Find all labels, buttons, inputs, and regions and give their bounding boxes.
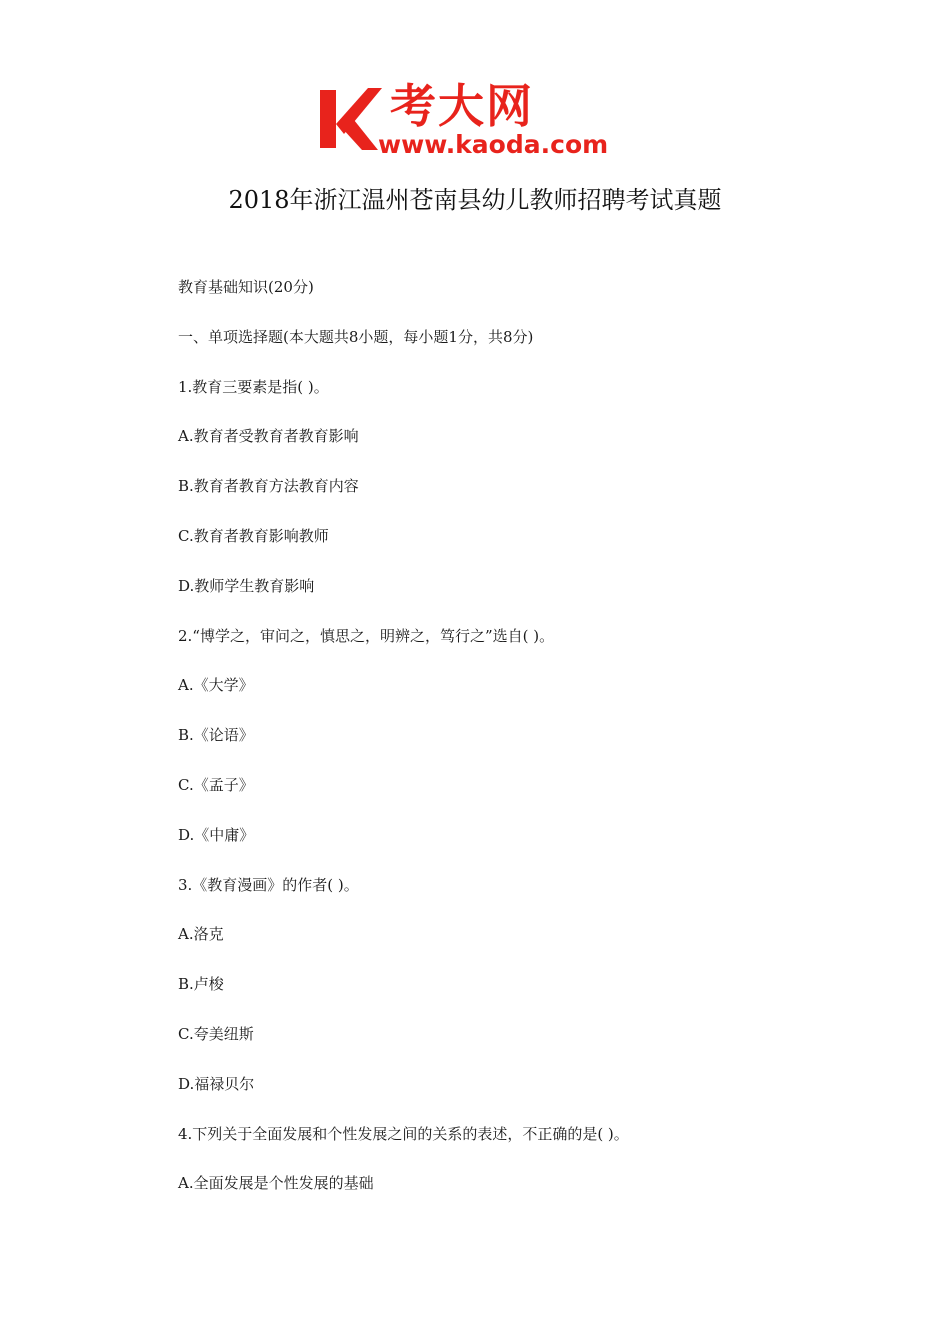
question-3-option-d: D.福禄贝尔 bbox=[178, 1074, 255, 1093]
question-4: 4.下列关于全面发展和个性发展之间的关系的表述，不正确的是( )。 bbox=[178, 1124, 629, 1143]
exam-content bbox=[178, 276, 878, 1222]
kaoda-logo bbox=[318, 80, 638, 160]
question-2: 2.“博学之，审问之，慎思之，明辨之，笃行之”选自( )。 bbox=[178, 626, 555, 645]
part-heading: 一、单项选择题(本大题共8小题，每小题1分，共8分) bbox=[178, 327, 534, 346]
question-1-option-a: A.教育者受教育者教育影响 bbox=[178, 427, 359, 446]
question-1-option-b: B.教育者教育方法教育内容 bbox=[178, 477, 359, 496]
question-2-option-b: B.《论语》 bbox=[178, 726, 254, 745]
question-3: 3.《教育漫画》的作者( )。 bbox=[178, 875, 359, 894]
k-logo-icon bbox=[318, 84, 384, 154]
question-2-option-c: C.《孟子》 bbox=[178, 775, 254, 794]
question-2-option-a: A.《大学》 bbox=[178, 676, 254, 695]
logo-url-text: www.kaoda.com bbox=[378, 130, 609, 159]
question-2-option-d: D.《中庸》 bbox=[178, 825, 255, 844]
question-3-option-a: A.洛克 bbox=[178, 925, 224, 944]
section-heading: 教育基础知识(20分) bbox=[178, 278, 314, 296]
logo-brand-text: 考大网 bbox=[390, 79, 534, 133]
question-1-option-d: D.教师学生教育影响 bbox=[178, 576, 315, 595]
question-1: 1.教育三要素是指( )。 bbox=[178, 377, 329, 396]
question-3-option-b: B.卢梭 bbox=[178, 975, 224, 994]
question-4-option-a: A.全面发展是个性发展的基础 bbox=[178, 1174, 374, 1193]
question-1-option-c: C.教育者教育影响教师 bbox=[178, 526, 329, 545]
question-3-option-c: C.夸美纽斯 bbox=[178, 1024, 254, 1043]
page-title: 2018年浙江温州苍南县幼儿教师招聘考试真题 bbox=[228, 186, 722, 214]
